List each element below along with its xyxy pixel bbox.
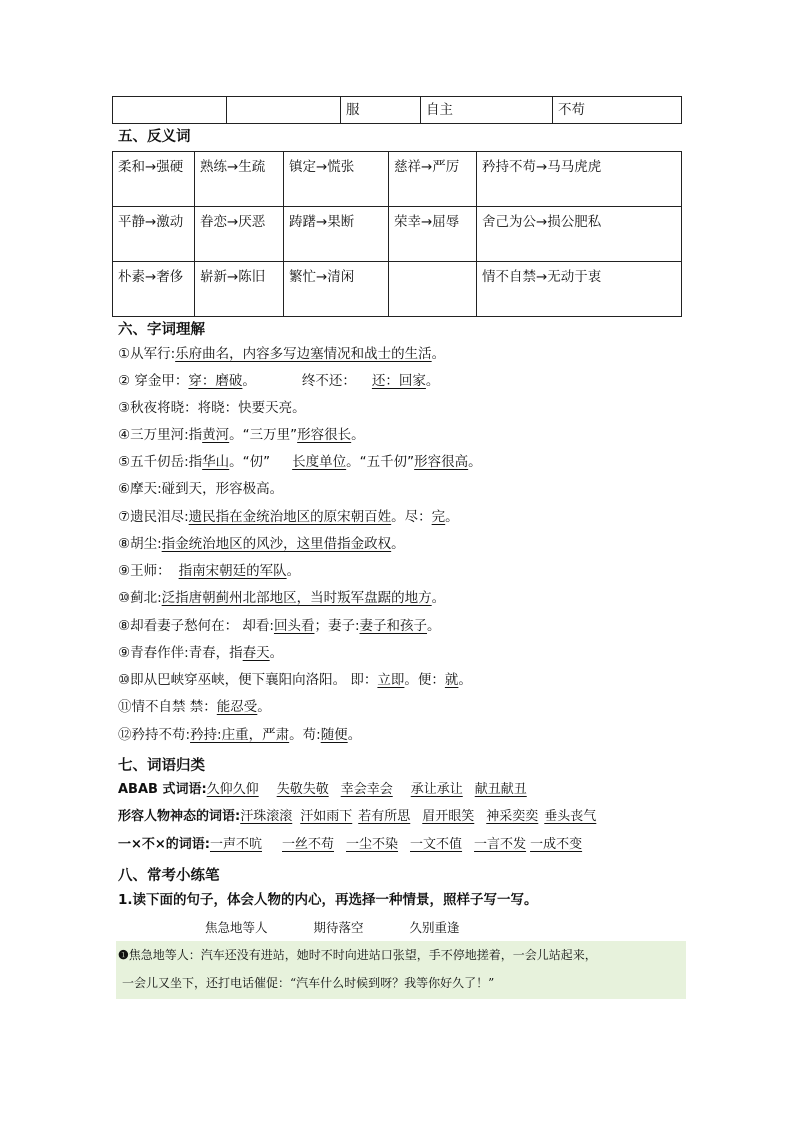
table-cell: 繁忙→清闲 bbox=[284, 262, 389, 317]
list-item: ABAB 式词语:久仰久仰 失敬失敬 幸会幸会 承让承让 献丑献丑 bbox=[118, 782, 527, 797]
list-item: ③秋夜将晓：将晓：快要天亮。 bbox=[118, 400, 306, 416]
table-cell: 崭新→陈旧 bbox=[195, 262, 284, 317]
task-instruction: 1.读下面的句子，体会人物的内心，再选择一种情景，照样子写一写。 bbox=[118, 892, 538, 908]
list-item: ①从军行:乐府曲名，内容多写边塞情况和战士的生活。 bbox=[118, 346, 446, 362]
list-item: ⑫矜持不苟:矜持:庄重，严肃。苟:随便。 bbox=[118, 727, 362, 743]
list-item: ⑧却看妻子愁何在： 却看:回头看；妻子:妻子和孩子。 bbox=[118, 618, 441, 634]
table-cell: 平静→激动 bbox=[113, 207, 195, 262]
table-cell: 自主 bbox=[421, 97, 553, 124]
table-row bbox=[113, 152, 682, 207]
table-row bbox=[113, 97, 682, 124]
table-row bbox=[113, 262, 682, 317]
list-item: ⑧胡尘:指金统治地区的风沙，这里借指金政权。 bbox=[118, 536, 405, 552]
example-passage bbox=[116, 941, 686, 999]
scene-option: 期待落空 bbox=[313, 920, 364, 935]
table-cell: 矜持不苟→马马虎虎 bbox=[477, 152, 682, 207]
list-item: ⑤五千仞岳:指华山。“仞” 长度单位。“五千仞”形容很高。 bbox=[118, 454, 482, 470]
table-cell: 熟练→生疏 bbox=[195, 152, 284, 207]
vocab-table-tail bbox=[112, 96, 682, 124]
table-cell: 柔和→强硬 bbox=[113, 152, 195, 207]
list-item: ④三万里河:指黄河。“三万里”形容很长。 bbox=[118, 427, 365, 443]
scene-options bbox=[205, 918, 502, 936]
section-heading-antonyms: 五、反义词 bbox=[118, 129, 191, 145]
list-item: ⑥摩天:碰到天，形容极高。 bbox=[118, 481, 284, 497]
table-cell bbox=[389, 262, 477, 317]
scene-option: 久别重逢 bbox=[409, 920, 460, 935]
antonym-table bbox=[112, 151, 682, 317]
table-cell bbox=[113, 97, 227, 124]
list-item: ⑩即从巴峡穿巫峡，便下襄阳向洛阳。 即：立即。便：就。 bbox=[118, 672, 472, 688]
table-cell: 慈祥→严厉 bbox=[389, 152, 477, 207]
list-item: ⑩蓟北:泛指唐朝蓟州北部地区，当时叛军盘踞的地方。 bbox=[118, 590, 446, 606]
table-cell: 朴素→奢侈 bbox=[113, 262, 195, 317]
example-line: ❶焦急地等人：汽车还没有进站，她时不时向进站口张望，手不停地搓着，一会儿站起来， bbox=[118, 948, 597, 962]
table-cell: 舍己为公→损公肥私 bbox=[477, 207, 682, 262]
table-row bbox=[113, 207, 682, 262]
section-heading-word-classification: 七、词语归类 bbox=[118, 758, 205, 774]
scene-option: 焦急地等人 bbox=[205, 920, 268, 935]
table-cell: 情不自禁→无动于衷 bbox=[477, 262, 682, 317]
list-item: 一×不×的词语:一声不吭 一丝不苟 一尘不染 一文不值 一言不发 一成不变 bbox=[118, 837, 583, 852]
list-item: 形容人物神态的词语:汗珠滚滚 汗如雨下 若有所思 眉开眼笑 神采奕奕 垂头丧气 bbox=[118, 809, 597, 824]
section-heading-writing-practice: 八、常考小练笔 bbox=[118, 868, 220, 884]
table-cell: 镇定→慌张 bbox=[284, 152, 389, 207]
table-cell bbox=[227, 97, 341, 124]
table-cell: 服 bbox=[341, 97, 421, 124]
table-cell: 荣幸→屈辱 bbox=[389, 207, 477, 262]
number-one-bullet-icon: ❶ bbox=[118, 948, 129, 962]
table-cell: 不苟 bbox=[553, 97, 682, 124]
table-cell: 眷恋→厌恶 bbox=[195, 207, 284, 262]
list-item: ⑦遗民泪尽:遗民指在金统治地区的原宋朝百姓。尽：完。 bbox=[118, 509, 459, 525]
example-line: 一会儿又坐下，还打电话催促：“汽车什么时候到呀？我等你好久了！” bbox=[122, 976, 495, 990]
list-item: ② 穿金甲：穿：磨破。 终不还： 还：回家。 bbox=[118, 373, 440, 389]
list-item: ⑪情不自禁 禁：能忍受。 bbox=[118, 699, 271, 715]
table-cell: 踌躇→果断 bbox=[284, 207, 389, 262]
list-item: ⑨青春作伴:青春，指春天。 bbox=[118, 645, 284, 661]
list-item: ⑨王师： 指南宋朝廷的军队。 bbox=[118, 563, 301, 579]
section-heading-word-meanings: 六、字词理解 bbox=[118, 322, 205, 338]
